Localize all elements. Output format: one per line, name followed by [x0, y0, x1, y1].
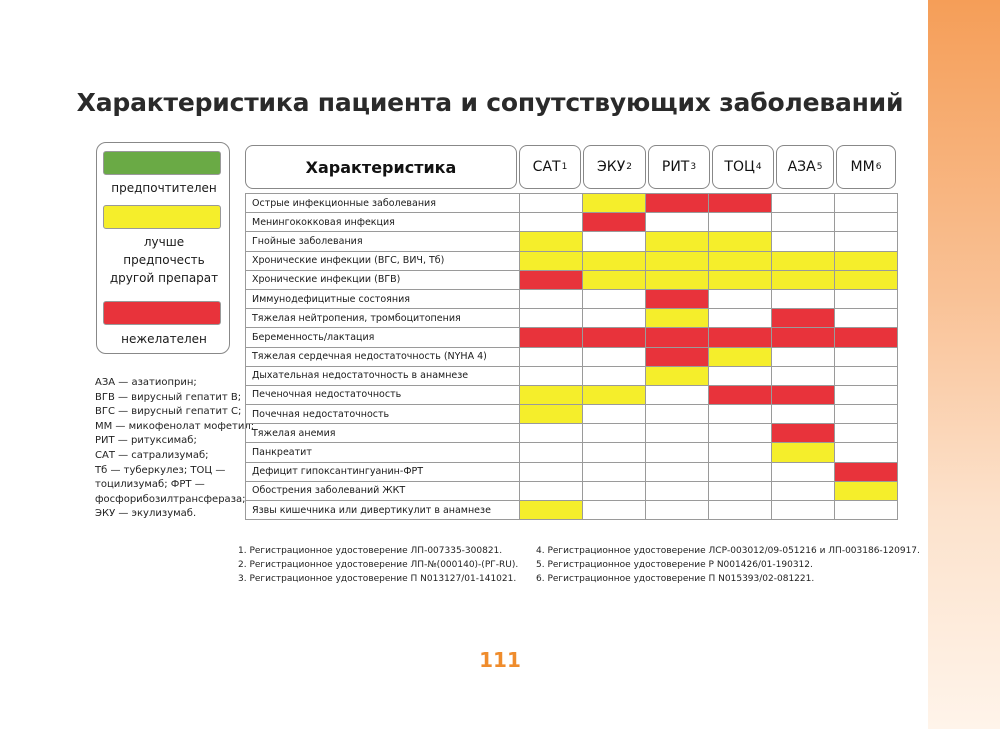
table-row	[246, 213, 898, 232]
abbreviation-line: ЭКУ — экулизумаб.	[95, 508, 197, 520]
column-header-name: ММ	[850, 159, 875, 175]
column-header-characteristic	[245, 145, 517, 189]
rating-cell-эку	[583, 405, 646, 424]
table-row	[246, 424, 898, 443]
footnote-line: 6. Регистрационное удостоверение П N015393/02-081221.	[536, 574, 815, 584]
rating-cell-тоц	[709, 213, 772, 232]
abbreviation-line: ВГС — вирусный гепатит С;	[95, 406, 242, 418]
rating-cell-мм	[835, 347, 898, 366]
footnote-line: 1. Регистрационное удостоверение ЛП-007335-300821.	[238, 546, 503, 556]
abbreviation-line: ММ — микофенолат мофетил;	[95, 420, 255, 432]
page-title: Характеристика пациента и сопутствующих заболеваний	[76, 88, 904, 117]
column-header-name: САТ	[532, 159, 561, 175]
rating-cell-аза	[772, 366, 835, 385]
rating-cell-сат	[520, 309, 583, 328]
row-label: Дефицит гипоксантингуанин-ФРТ	[246, 462, 520, 481]
footnotes-right	[536, 544, 920, 586]
abbreviation-line: фосфорибозилтрансфераза;	[95, 493, 246, 505]
row-label: Язвы кишечника или дивертикулит в анамнезе	[246, 501, 520, 520]
rating-cell-сат	[520, 385, 583, 404]
row-label: Почечная недостаточность	[246, 405, 520, 424]
rating-cell-тоц	[709, 232, 772, 251]
rating-cell-эку	[583, 481, 646, 500]
rating-cell-тоц	[709, 443, 772, 462]
rating-cell-тоц	[709, 462, 772, 481]
legend-swatch-green	[103, 151, 221, 175]
rating-cell-рит	[646, 405, 709, 424]
rating-cell-мм	[835, 366, 898, 385]
row-label: Острые инфекционные заболевания	[246, 194, 520, 213]
rating-cell-эку	[583, 270, 646, 289]
row-label: Менингококковая инфекция	[246, 213, 520, 232]
rating-cell-мм	[835, 501, 898, 520]
rating-cell-мм	[835, 270, 898, 289]
rating-cell-аза	[772, 270, 835, 289]
rating-cell-аза	[772, 424, 835, 443]
rating-cell-сат	[520, 501, 583, 520]
rating-cell-мм	[835, 289, 898, 308]
rating-cell-рит	[646, 251, 709, 270]
table-row	[246, 309, 898, 328]
compatibility-table	[245, 193, 898, 520]
rating-cell-эку	[583, 251, 646, 270]
column-header-footnote-ref: 5	[816, 162, 823, 172]
rating-cell-аза	[772, 289, 835, 308]
row-label: Тяжелая нейтропения, тромбоцитопения	[246, 309, 520, 328]
rating-cell-сат	[520, 289, 583, 308]
rating-cell-рит	[646, 424, 709, 443]
rating-cell-тоц	[709, 424, 772, 443]
rating-cell-аза	[772, 232, 835, 251]
column-header-name: ЭКУ	[597, 159, 626, 175]
rating-cell-эку	[583, 501, 646, 520]
legend-label-better-l1: лучше	[143, 235, 185, 249]
rating-cell-сат	[520, 232, 583, 251]
rating-cell-сат	[520, 443, 583, 462]
rating-cell-эку	[583, 462, 646, 481]
rating-cell-аза	[772, 443, 835, 462]
legend-box	[96, 142, 230, 354]
rating-cell-тоц	[709, 270, 772, 289]
rating-cell-рит	[646, 366, 709, 385]
rating-cell-тоц	[709, 366, 772, 385]
rating-cell-рит	[646, 462, 709, 481]
column-header-name: ТОЦ	[724, 159, 755, 175]
rating-cell-мм	[835, 443, 898, 462]
rating-cell-рит	[646, 443, 709, 462]
table-row	[246, 462, 898, 481]
table-row	[246, 501, 898, 520]
footnote-line: 2. Регистрационное удостоверение ЛП-№(000140)-(РГ-RU).	[238, 560, 519, 570]
legend-label-better-l3: другой препарат	[109, 271, 219, 285]
rating-cell-мм	[835, 481, 898, 500]
legend-label-preferred: предпочтителен	[111, 181, 217, 195]
rating-cell-аза	[772, 194, 835, 213]
rating-cell-тоц	[709, 347, 772, 366]
legend-swatch-red	[103, 301, 221, 325]
rating-cell-эку	[583, 194, 646, 213]
rating-cell-тоц	[709, 501, 772, 520]
rating-cell-эку	[583, 347, 646, 366]
table-row	[246, 232, 898, 251]
rating-cell-сат	[520, 251, 583, 270]
table-row	[246, 347, 898, 366]
rating-cell-эку	[583, 213, 646, 232]
rating-cell-рит	[646, 328, 709, 347]
table-row	[246, 385, 898, 404]
abbreviation-line: АЗА — азатиоприн;	[95, 377, 197, 388]
column-header-card	[712, 145, 774, 189]
table-row	[246, 194, 898, 213]
legend-label-better-l2: предпочесть	[123, 253, 205, 267]
row-label: Обострения заболеваний ЖКТ	[246, 481, 520, 500]
rating-cell-мм	[835, 328, 898, 347]
rating-cell-эку	[583, 366, 646, 385]
rating-cell-тоц	[709, 251, 772, 270]
table-row	[246, 270, 898, 289]
rating-cell-рит	[646, 309, 709, 328]
rating-cell-сат	[520, 270, 583, 289]
rating-cell-рит	[646, 213, 709, 232]
rating-cell-сат	[520, 481, 583, 500]
footnote-line: 5. Регистрационное удостоверение Р N001426/01-190312.	[536, 560, 813, 570]
rating-cell-мм	[835, 194, 898, 213]
abbreviation-line: тоцилизумаб; ФРТ —	[95, 479, 205, 491]
abbreviation-line: Тб — туберкулез; ТОЦ —	[95, 464, 226, 476]
legend-label-undesirable: нежелателен	[121, 332, 207, 346]
rating-cell-тоц	[709, 289, 772, 308]
rating-cell-эку	[583, 289, 646, 308]
rating-cell-тоц	[709, 309, 772, 328]
page-number: 111	[479, 648, 521, 672]
rating-cell-эку	[583, 443, 646, 462]
rating-cell-сат	[520, 347, 583, 366]
column-header-characteristic-label: Характеристика	[305, 157, 457, 177]
rating-cell-аза	[772, 328, 835, 347]
row-label: Панкреатит	[246, 443, 520, 462]
column-header-card	[519, 145, 581, 189]
rating-cell-сат	[520, 424, 583, 443]
rating-cell-тоц	[709, 194, 772, 213]
rating-cell-рит	[646, 501, 709, 520]
table-row	[246, 443, 898, 462]
abbreviation-line: РИТ — ритуксимаб;	[95, 435, 197, 447]
rating-cell-эку	[583, 309, 646, 328]
rating-cell-мм	[835, 462, 898, 481]
rating-cell-аза	[772, 405, 835, 424]
rating-cell-тоц	[709, 405, 772, 424]
table-row	[246, 251, 898, 270]
rating-cell-аза	[772, 481, 835, 500]
column-header-name: АЗА	[787, 159, 816, 175]
rating-cell-мм	[835, 309, 898, 328]
rating-cell-мм	[835, 213, 898, 232]
rating-cell-тоц	[709, 328, 772, 347]
column-header-card	[776, 145, 834, 189]
row-label: Хронические инфекции (ВГС, ВИЧ, Тб)	[246, 251, 520, 270]
rating-cell-мм	[835, 405, 898, 424]
rating-cell-аза	[772, 309, 835, 328]
table-row	[246, 328, 898, 347]
rating-cell-рит	[646, 481, 709, 500]
rating-cell-рит	[646, 385, 709, 404]
rating-cell-сат	[520, 462, 583, 481]
abbreviation-line: ВГВ — вирусный гепатит В;	[95, 391, 242, 403]
footnotes-left	[238, 544, 518, 586]
row-label: Печеночная недостаточность	[246, 385, 520, 404]
column-header-footnote-ref: 3	[690, 162, 697, 172]
rating-cell-мм	[835, 251, 898, 270]
column-header-card	[648, 145, 710, 189]
rating-cell-сат	[520, 366, 583, 385]
row-label: Тяжелая анемия	[246, 424, 520, 443]
row-label: Беременность/лактация	[246, 328, 520, 347]
footnote-line: 4. Регистрационное удостоверение ЛСР-003012/09-051216 и ЛП-003186-120917.	[536, 546, 920, 556]
rating-cell-эку	[583, 385, 646, 404]
row-label: Дыхательная недостаточность в анамнезе	[246, 366, 520, 385]
rating-cell-сат	[520, 328, 583, 347]
abbreviation-line: САТ — сатрализумаб;	[95, 449, 209, 461]
rating-cell-рит	[646, 270, 709, 289]
rating-cell-аза	[772, 462, 835, 481]
table-row	[246, 366, 898, 385]
rating-cell-тоц	[709, 481, 772, 500]
rating-cell-мм	[835, 424, 898, 443]
rating-cell-рит	[646, 289, 709, 308]
column-header-name: РИТ	[661, 159, 690, 175]
column-header-footnote-ref: 6	[875, 162, 882, 172]
rating-cell-мм	[835, 385, 898, 404]
rating-cell-аза	[772, 385, 835, 404]
rating-cell-сат	[520, 194, 583, 213]
rating-cell-аза	[772, 347, 835, 366]
row-label: Иммунодефицитные состояния	[246, 289, 520, 308]
rating-cell-мм	[835, 232, 898, 251]
rating-cell-сат	[520, 213, 583, 232]
column-header-footnote-ref: 2	[626, 162, 632, 172]
footnote-line: 3. Регистрационное удостоверение П N013127/01-141021.	[238, 574, 517, 584]
rating-cell-рит	[646, 232, 709, 251]
rating-cell-тоц	[709, 385, 772, 404]
rating-cell-аза	[772, 251, 835, 270]
rating-cell-аза	[772, 501, 835, 520]
rating-cell-рит	[646, 347, 709, 366]
column-header-footnote-ref: 4	[755, 162, 762, 172]
table-row	[246, 405, 898, 424]
rating-cell-аза	[772, 213, 835, 232]
column-header-footnote-ref: 1	[561, 162, 568, 172]
rating-cell-сат	[520, 405, 583, 424]
rating-cell-рит	[646, 194, 709, 213]
rating-cell-эку	[583, 328, 646, 347]
row-label: Гнойные заболевания	[246, 232, 520, 251]
rating-cell-эку	[583, 232, 646, 251]
column-header-card	[583, 145, 646, 189]
row-label: Тяжелая сердечная недостаточность (NYHA 4)	[246, 347, 520, 366]
table-row	[246, 481, 898, 500]
legend-swatch-yellow	[103, 205, 221, 229]
column-header-card	[836, 145, 896, 189]
rating-cell-эку	[583, 424, 646, 443]
table-row	[246, 289, 898, 308]
row-label: Хронические инфекции (ВГВ)	[246, 270, 520, 289]
abbreviations-list	[95, 376, 255, 522]
